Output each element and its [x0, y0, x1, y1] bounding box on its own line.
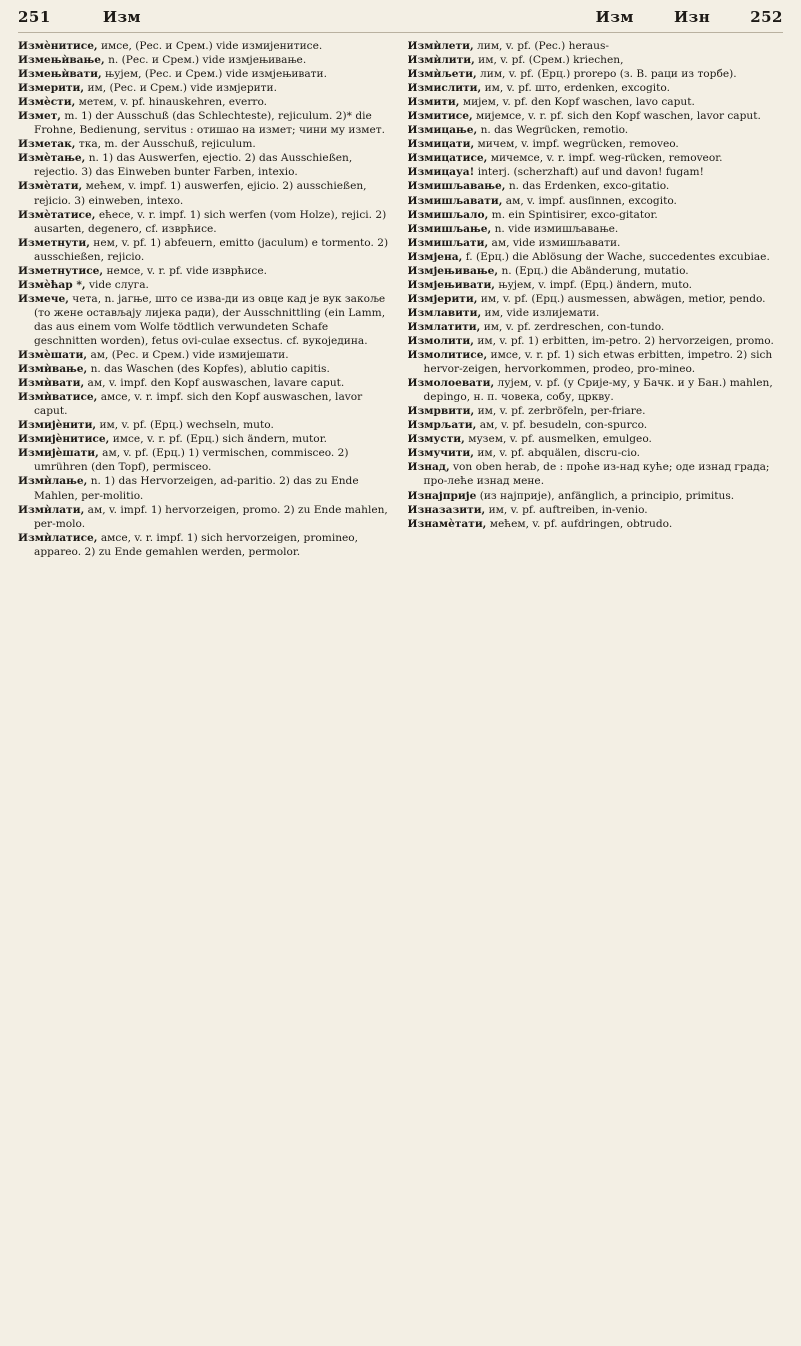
- entry-definition: им, v. pf. (Ерц.) wechseln, muto.: [99, 419, 274, 432]
- entry-definition: n. 1) das Auswerfen, ejectio. 2) das Ausschießen, rejectio. 3) das Einweben bunter Farben, intexio.: [34, 152, 353, 179]
- entry-headword: Измјењивање,: [407, 264, 499, 277]
- left-column: [18, 39, 394, 1339]
- entry-headword: Измицати,: [407, 138, 475, 151]
- entry-definition: n. (Ерц.) die Abänderung, mutatio.: [501, 264, 689, 277]
- entry-headword: Измолити,: [407, 334, 474, 347]
- entry-definition: n. das Wegrücken, remotio.: [480, 124, 629, 137]
- dictionary-entry: [408, 137, 784, 151]
- entry-headword: Измицауа!: [407, 166, 475, 179]
- dictionary-entry: [18, 137, 394, 151]
- entry-definition: ам, (Рес. и Срем.) vide измијешати.: [90, 349, 289, 362]
- dictionary-entry: [408, 151, 784, 165]
- dictionary-entry: [18, 292, 394, 348]
- dictionary-entry: [18, 208, 394, 236]
- entry-headword: Измолитисе,: [407, 349, 488, 362]
- dictionary-entry: [408, 250, 784, 264]
- dictionary-entry: [408, 418, 784, 432]
- dictionary-entry: [18, 81, 394, 95]
- entry-headword: Измѝлање,: [18, 475, 88, 488]
- entry-definition: им, v. pf. zerbröfeln, per-friare.: [477, 405, 646, 418]
- dictionary-entry: [18, 151, 394, 179]
- entry-headword: Измусти,: [407, 433, 465, 446]
- dictionary-entry: [408, 306, 784, 320]
- entry-definition: vide слуга.: [88, 278, 149, 291]
- entry-definition: n. (Рес. и Срем.) vide измјењивање.: [108, 54, 307, 67]
- dictionary-entry: [408, 179, 784, 193]
- dictionary-entry: [18, 503, 394, 531]
- dictionary-entry: [408, 67, 784, 81]
- entry-headword: Измислити,: [407, 82, 482, 95]
- entry-headword: Измет,: [18, 110, 61, 123]
- entry-definition: ећесе, v. r. impf. 1) sich werfen (vom Holze), rejici. 2) ausarten, degenero, cf. изврћисе.: [34, 208, 387, 235]
- dictionary-entry: [18, 446, 394, 474]
- guide-word-left: Изм: [102, 8, 142, 26]
- entry-headword: Измѝљети,: [407, 68, 477, 81]
- dictionary-entry: [408, 39, 784, 53]
- dictionary-entry: [408, 292, 784, 306]
- entry-headword: Измишљавање,: [407, 180, 506, 193]
- entry-definition: ам, v. impf. ausſinnen, excogito.: [505, 194, 677, 207]
- page-number-right: 252: [750, 8, 783, 26]
- entry-definition: њујем, (Рес. и Срем.) vide измјењивати.: [105, 68, 327, 81]
- dictionary-entry: [18, 348, 394, 362]
- entry-definition: музем, v. pf. ausmelken, emulgeo.: [468, 433, 652, 446]
- entry-definition: амсе, v. r. impf. sich den Kopf auswaschen, lavor caput.: [34, 391, 363, 418]
- entry-definition: мијемсе, v. r. pf. sich den Kopf waschen, lavor caput.: [476, 110, 761, 123]
- entry-definition: ам, vide измишљавати.: [491, 236, 621, 249]
- entry-headword: Измијѐнити,: [18, 419, 97, 432]
- guide-word-right-2: Изн: [673, 8, 711, 26]
- dictionary-entry: [408, 503, 784, 517]
- entry-definition: мећем, v. pf. aufdringen, obtrudo.: [489, 517, 673, 530]
- entry-headword: Измѝлати,: [18, 503, 85, 516]
- page-number-left: 251: [18, 8, 51, 26]
- dictionary-entry: [408, 53, 784, 67]
- dictionary-entry: [18, 474, 394, 502]
- entry-headword: Измѐнитисе,: [18, 40, 98, 52]
- dictionary-entry: [18, 390, 394, 418]
- entry-headword: Измишљати,: [407, 236, 489, 249]
- dictionary-entry: [408, 432, 784, 446]
- entry-headword: Измишљало,: [407, 208, 489, 221]
- dictionary-entry: [408, 264, 784, 278]
- entry-definition: чета, n. јагње, што се изва-ди из овце кад је вук закоље (то жене остављају лијека ради), der Ausschnittling (ein Lamm, das aus einem vom Wolfe tödtlich verwundeten Schafe geschnitten worden), fetus ovi-culae exsectus. cf. вукоједина.: [34, 292, 386, 347]
- entry-headword: Измицање,: [407, 124, 478, 137]
- entry-headword: Измицатисе,: [407, 152, 488, 165]
- dictionary-entry: [18, 95, 394, 109]
- entry-definition: амсе, v. r. impf. 1) sich hervorzeigen, promineo, appareo. 2) zu Ende gemahlen werden, permolor.: [34, 531, 359, 558]
- entry-headword: Изнад,: [407, 461, 450, 474]
- entry-definition: тка, m. der Ausschuß, rejiculum.: [78, 138, 256, 151]
- entry-definition: ам, v. impf. 1) hervorzeigen, promo. 2) zu Ende mahlen, per-molo.: [34, 503, 388, 530]
- entry-headword: Измлатити,: [407, 320, 481, 333]
- dictionary-entry: [18, 531, 394, 559]
- columns: [18, 39, 783, 1339]
- dictionary-entry: [408, 376, 784, 404]
- entry-definition: ам, v. pf. besudeln, con-spurco.: [479, 419, 648, 432]
- entry-headword: Измѐшати,: [18, 349, 88, 362]
- entry-headword: Измијѐнитисе,: [18, 433, 110, 446]
- entry-definition: им, v. pf. abquälen, discru-cio.: [477, 447, 641, 460]
- entry-definition: m. ein Spintisirer, exco-gitator.: [491, 208, 658, 221]
- entry-definition: мичем, v. impf. wegrücken, removeo.: [477, 138, 679, 151]
- dictionary-entry: [18, 39, 394, 53]
- entry-headword: Измлавити,: [407, 306, 482, 319]
- dictionary-entry: [18, 418, 394, 432]
- entry-definition: имсе, v. r. pf. (Ерц.) sich ändern, mutor.: [112, 433, 327, 446]
- dictionary-entry: [408, 95, 784, 109]
- dictionary-entry: [408, 348, 784, 376]
- entry-definition: (из најприје), anfänglich, a principio, primitus.: [479, 489, 735, 502]
- entry-headword: Изметнутисе,: [18, 264, 104, 277]
- entry-definition: von oben herab, de : проће из-над куће; оде изнад града; про-леће изнад мене.: [423, 461, 770, 488]
- dictionary-entry: [18, 264, 394, 278]
- entry-headword: Измѝлети,: [407, 40, 474, 52]
- entry-definition: им, v. pf. (Срем.) kriechen,: [478, 54, 624, 67]
- dictionary-entry: [18, 362, 394, 376]
- entry-headword: Изметнути,: [18, 236, 90, 249]
- entry-definition: им, v. pf. што, erdenken, excogito.: [484, 82, 670, 95]
- entry-headword: Изнајприје: [407, 489, 477, 502]
- dictionary-entry: [408, 489, 784, 503]
- entry-headword: Измерити,: [18, 82, 85, 95]
- entry-definition: n. das Erdenken, exco-gitatio.: [508, 180, 670, 193]
- entry-definition: имсе, (Рес. и Срем.) vide измијенитисе.: [101, 40, 323, 52]
- entry-headword: Измјењивати,: [407, 278, 495, 291]
- entry-headword: Измењѝвање,: [18, 54, 105, 67]
- entry-definition: им, v. pf. auftreiben, in-venio.: [488, 503, 648, 516]
- entry-definition: им, v. pf. 1) erbitten, im-petro. 2) hervorzeigen, promo.: [477, 334, 774, 347]
- entry-definition: мичемсе, v. r. impf. weg-rücken, removeor.: [490, 152, 723, 165]
- entry-headword: Измити,: [407, 96, 460, 109]
- dictionary-entry: [408, 517, 784, 531]
- entry-definition: им, vide излијемати.: [484, 306, 600, 319]
- entry-definition: лим, v. pf. (Ерц.) prorepo (з. В. раци из торбе).: [480, 68, 737, 81]
- entry-headword: Измрљати,: [407, 419, 477, 432]
- entry-headword: Измѐтање,: [18, 152, 86, 165]
- dictionary-entry: [408, 194, 784, 208]
- entry-headword: Измече,: [18, 292, 69, 305]
- entry-definition: лим, v. pf. (Рес.) heraus-: [477, 40, 609, 52]
- entry-headword: Изнамѐтати,: [407, 517, 487, 530]
- entry-headword: Измјена,: [407, 250, 463, 263]
- entry-headword: Измијѐшати,: [18, 447, 99, 460]
- dictionary-entry: [18, 67, 394, 81]
- dictionary-entry: [408, 208, 784, 222]
- entry-headword: Измѐсти,: [18, 96, 76, 109]
- dictionary-entry: [18, 179, 394, 207]
- entry-headword: Измишљавати,: [407, 194, 503, 207]
- entry-definition: им, (Рес. и Срем.) vide измјерити.: [87, 82, 277, 95]
- entry-definition: им, v. pf. zerdreschen, con-tundo.: [483, 320, 665, 333]
- dictionary-entry: [408, 278, 784, 292]
- guide-word-right-1: Изм: [595, 8, 634, 26]
- entry-headword: Измѝлити,: [407, 54, 475, 67]
- dictionary-entry: [408, 334, 784, 348]
- entry-definition: ам, v. impf. den Kopf auswaschen, lavare caput.: [87, 377, 345, 390]
- entry-headword: Измучити,: [407, 447, 474, 460]
- entry-definition: n. vide измишљавање.: [494, 222, 619, 235]
- dictionary-entry: [18, 376, 394, 390]
- entry-definition: interj. (scherzhaft) auf und davon! fugam!: [477, 166, 704, 179]
- dictionary-entry: [408, 222, 784, 236]
- dictionary-entry: [18, 109, 394, 137]
- dictionary-entry: [408, 320, 784, 334]
- entry-definition: им, v. pf. (Ерц.) ausmessen, abwägen, metior, pendo.: [480, 292, 766, 305]
- entry-headword: Измѐтатисе,: [18, 208, 96, 221]
- entry-headword: Измењѝвати,: [18, 68, 102, 81]
- entry-definition: имсе, v. r. pf. 1) sich etwas erbitten, impetro. 2) sich hervor-zeigen, hervorkommen, prodeo, pro-mineo.: [423, 349, 773, 376]
- entry-definition: ам, v. pf. (Ерц.) 1) vermischen, commisceo. 2) umrühren (den Topf), permisceo.: [34, 447, 349, 474]
- dictionary-entry: [408, 81, 784, 95]
- dictionary-entry: [408, 404, 784, 418]
- entry-headword: Измѝвати,: [18, 377, 85, 390]
- entry-headword: Измѝвање,: [18, 363, 88, 376]
- dictionary-entry: [408, 109, 784, 123]
- entry-headword: Измитисе,: [407, 110, 473, 123]
- dictionary-entry: [408, 236, 784, 250]
- entry-headword: Измѐтати,: [18, 180, 83, 193]
- entry-definition: n. das Waschen (des Kopfes), ablutio capitis.: [90, 363, 330, 376]
- entry-headword: Измѝлатисе,: [18, 531, 98, 544]
- entry-headword: Измрвити,: [407, 405, 475, 418]
- dictionary-entry: [18, 53, 394, 67]
- dictionary-entry: [408, 460, 784, 488]
- dictionary-entry: [408, 123, 784, 137]
- entry-definition: f. (Ерц.) die Ablösung der Wache, succedentes excubiae.: [465, 250, 770, 263]
- entry-headword: Измѐћар *,: [18, 278, 86, 291]
- entry-headword: Измјерити,: [407, 292, 478, 305]
- entry-headword: Измѝватисе,: [18, 391, 98, 404]
- entry-definition: мећем, v. impf. 1) auswerfen, ejicio. 2) ausschießen, rejicio. 3) einweben, intexo.: [34, 180, 367, 207]
- entry-headword: Измолоевати,: [407, 377, 495, 390]
- entry-definition: лујем, v. pf. (у Срије-му, у Бачк. и у Бан.) mahlen, depingo, н. п. човека, собу, цркву.: [423, 377, 773, 404]
- entry-definition: нем, v. pf. 1) abfeuern, emitto (jaculum) e tormento. 2) ausschießen, rejicio.: [34, 236, 389, 263]
- dictionary-entry: [18, 432, 394, 446]
- dictionary-entry: [18, 236, 394, 264]
- entry-definition: m. 1) der Ausschuß (das Schlechteste), rejiculum. 2)* die Frohne, Bedienung, servitus : отишао на измет; чини му измет.: [34, 110, 385, 137]
- dictionary-entry: [408, 165, 784, 179]
- right-column: [408, 39, 784, 1339]
- entry-headword: Изметак,: [18, 138, 76, 151]
- entry-headword: Измишљање,: [407, 222, 492, 235]
- entry-definition: немсе, v. r. pf. vide изврћисе.: [106, 264, 267, 277]
- entry-definition: њујем, v. impf. (Ерц.) ändern, muto.: [498, 278, 693, 291]
- page-header: [18, 8, 783, 33]
- entry-definition: мијем, v. pf. den Kopf waschen, lavo caput.: [462, 96, 695, 109]
- dictionary-entry: [18, 278, 394, 292]
- dictionary-entry: [408, 446, 784, 460]
- entry-definition: метем, v. pf. hinauskehren, everro.: [78, 96, 268, 109]
- entry-definition: n. 1) das Hervorzeigen, ad-paritio. 2) das zu Ende Mahlen, per-molitio.: [34, 475, 359, 502]
- entry-headword: Изназазити,: [407, 503, 486, 516]
